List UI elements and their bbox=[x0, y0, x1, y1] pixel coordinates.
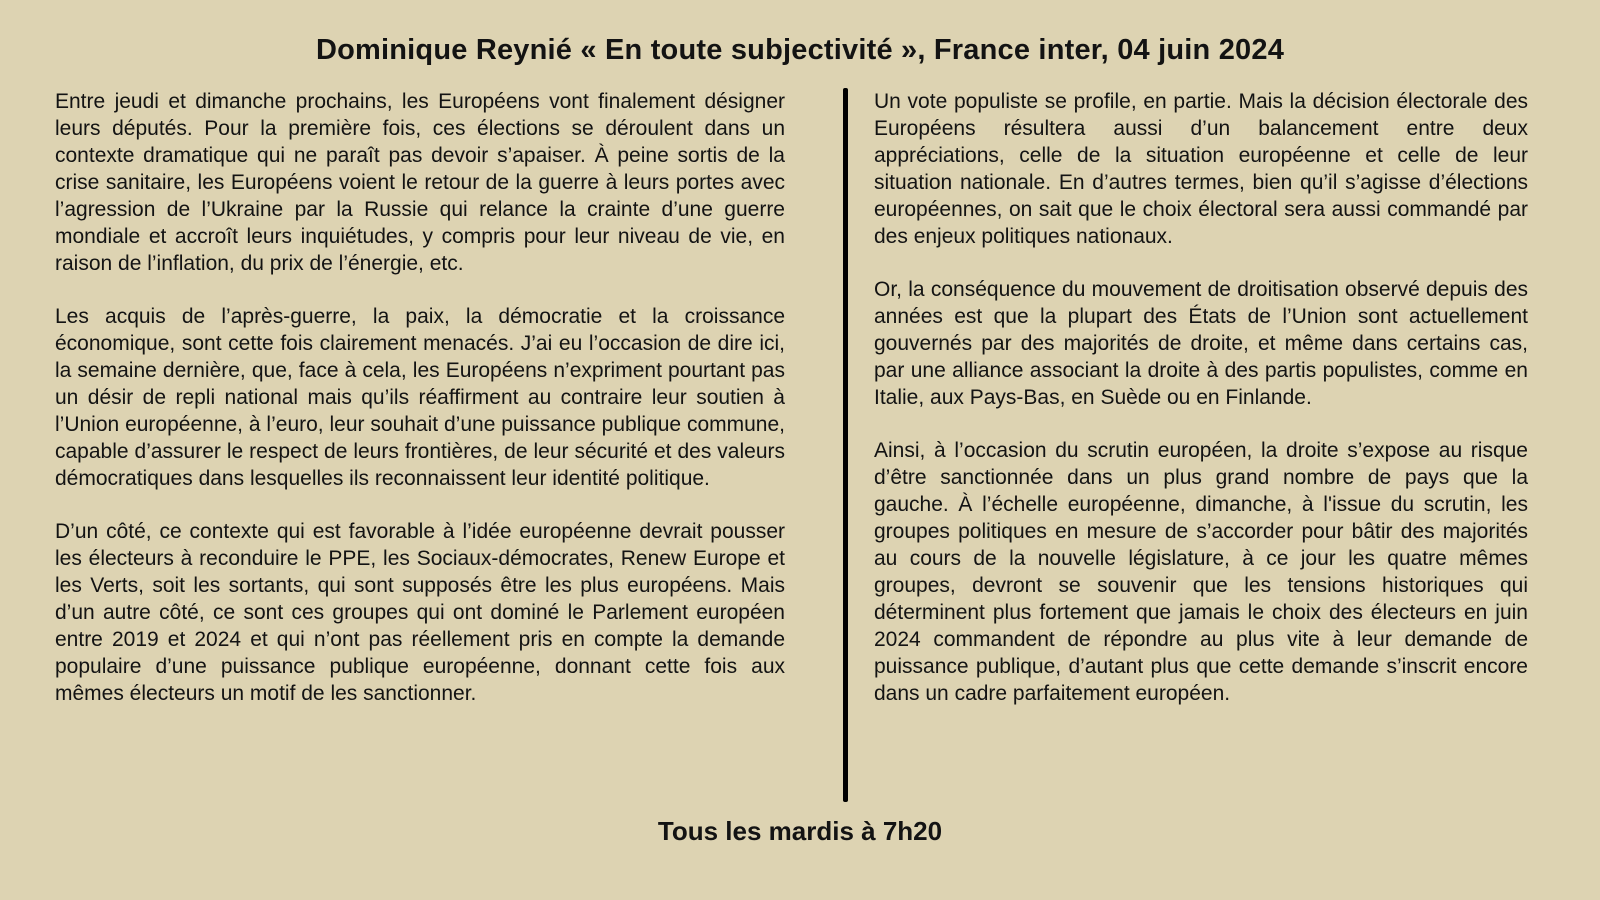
column-divider-rule bbox=[843, 88, 848, 802]
right-paragraph-2: Or, la conséquence du mouvement de droitisation observé depuis des années est que la plupart des États de l’Union sont actuellement gouvernés par des majorités de droite, et même dans certains cas, par une alliance associant la droite à des partis populistes, comme en Italie, aux Pays-Bas, en Suède ou en Finlande. bbox=[874, 278, 1528, 409]
right-column bbox=[874, 88, 1528, 802]
broadcast-schedule: Tous les mardis à 7h20 bbox=[657, 816, 943, 846]
page-title: Dominique Reynié « En toute subjectivité », France inter, 04 juin 2024 bbox=[315, 34, 1285, 66]
left-paragraph-2: Les acquis de l’après-guerre, la paix, la démocratie et la croissance économique, sont cette fois clairement menacés. J’ai eu l’occasion de dire ici, la semaine dernière, que, face à cela, les Européens n’expriment pourtant pas un désir de repli national mais qu’ils réaffirment au contraire leur soutien à l’Union européenne, à l’euro, leur souhait d’une puissance publique commune, capable d’assurer le respect de leurs frontières, de leur sécurité et des valeurs démocratiques dans lesquelles ils reconnaissent leur identité politique. bbox=[55, 305, 785, 490]
left-paragraph-3: D’un côté, ce contexte qui est favorable à l’idée européenne devrait pousser les électeurs à reconduire le PPE, les Sociaux-démocrates, Renew Europe et les Verts, soit les sortants, qui sont supposés être les plus européens. Mais d’un autre côté, ce sont ces groupes qui ont dominé le Parlement européen entre 2019 et 2024 et qui n’ont pas réellement pris en compte la demande populaire d’une puissance publique européenne, donnant cette fois aux mêmes électeurs un motif de les sanctionner. bbox=[55, 520, 785, 705]
left-paragraph-1: Entre jeudi et dimanche prochains, les Européens vont finalement désigner leurs députés. Pour la première fois, ces élections se déroulent dans un contexte dramatique qui ne paraît pas devoir s’apaiser. À peine sortis de la crise sanitaire, les Européens voient le retour de la guerre à leurs portes avec l’agression de l’Ukraine par la Russie qui relance la crainte d’une guerre mondiale et accroît leurs inquiétudes, y compris pour leur niveau de vie, en raison de l’inflation, du prix de l’énergie, etc. bbox=[55, 90, 785, 275]
left-column bbox=[55, 88, 785, 802]
two-column-layout bbox=[0, 88, 1600, 802]
right-paragraph-3: Ainsi, à l’occasion du scrutin européen, la droite s’expose au risque d’être sanctionnée dans un plus grand nombre de pays que la gauche. À l’échelle européenne, dimanche, à l'issue du scrutin, les groupes politiques en mesure de s’accorder pour bâtir des majorités au cours de la nouvelle législature, à ce jour les quatre mêmes groupes, devront se souvenir que les tensions historiques qui déterminent plus fortement que jamais le choix des électeurs en juin 2024 commandent de répondre au plus vite à leur demande de puissance publique, d’autant plus que cette demande s’inscrit encore dans un cadre parfaitement européen. bbox=[874, 439, 1528, 705]
right-paragraph-1: Un vote populiste se profile, en partie. Mais la décision électorale des Européens résultera aussi d’un balancement entre deux appréciations, celle de la situation européenne et celle de leur situation nationale. En d’autres termes, bien qu’il s’agisse d’élections européennes, on sait que le choix électoral sera aussi commandé par des enjeux politiques nationaux. bbox=[874, 90, 1528, 248]
